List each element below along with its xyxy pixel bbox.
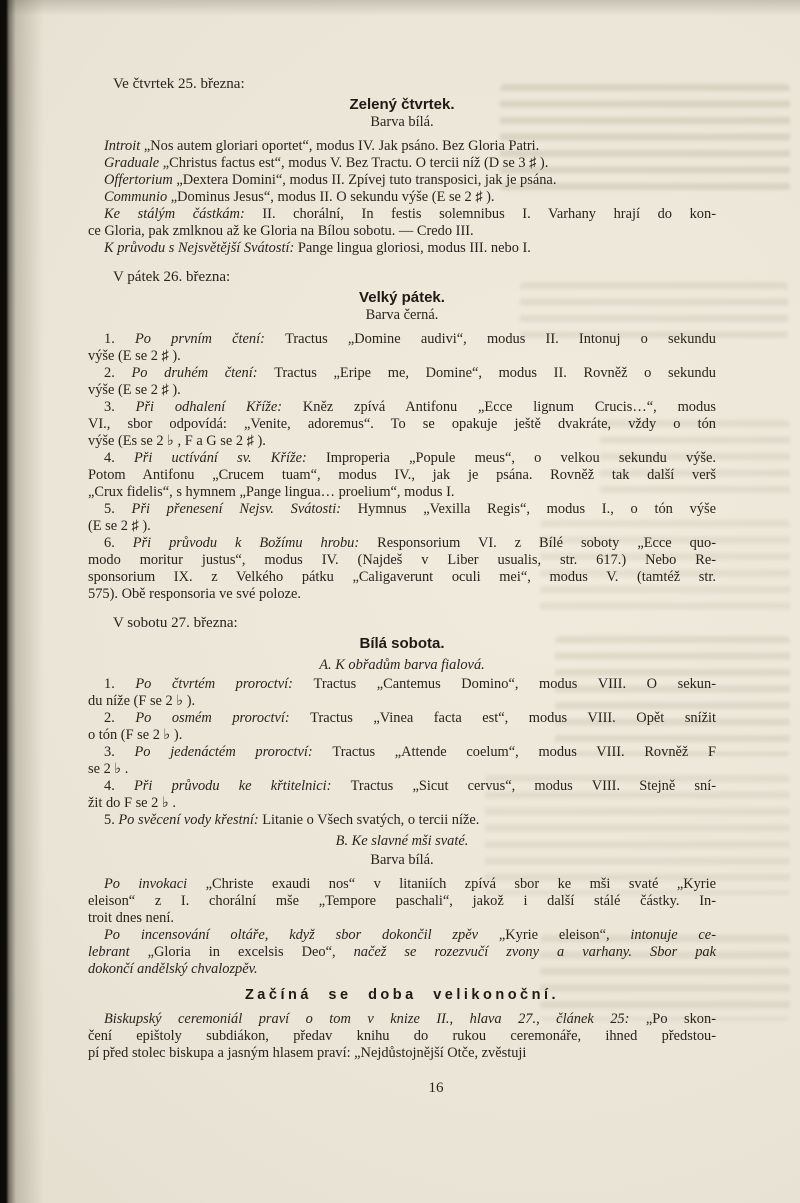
roman-text: „Po skon- [645, 1011, 716, 1027]
text-line [88, 382, 716, 399]
text-line [88, 206, 716, 223]
page-number: 16 [428, 1080, 444, 1096]
feast-heading: Bílá sobota. [359, 635, 445, 652]
italic-text: Biskupský ceremoniál praví o tom v knize II., hlava 27., článek 25: [104, 1011, 646, 1027]
text-line [88, 812, 716, 829]
text-line [88, 433, 716, 450]
rubric-subheading: B. Ke slavné mši svaté. [335, 833, 469, 849]
italic-text: Po prvním čtení: [134, 331, 286, 347]
italic-text: intonuje ce- [630, 927, 716, 943]
text-line [88, 910, 716, 927]
text-line [88, 676, 716, 693]
text-line [88, 501, 716, 518]
text-line [88, 1028, 716, 1045]
text-line [88, 552, 716, 569]
paragraph [88, 172, 716, 189]
roman-text: „Kyrie eleison“, [498, 927, 631, 943]
italic-text: lebrant [88, 944, 148, 960]
paragraph [88, 501, 716, 535]
roman-text: Tractus „Sicut cervus“, modus VIII. Stejně sní- [350, 778, 716, 794]
paragraph [88, 744, 716, 778]
text-line [88, 693, 716, 710]
season-heading: Začíná se doba velikonoční. [244, 987, 560, 1003]
roman-text: žit do F se 2 ♭ . [88, 795, 176, 811]
italic-text: Ke stálým částkám: [104, 206, 263, 222]
text-line [88, 450, 716, 467]
italic-text: K průvodu s Nejsvětější Svátostí: [104, 240, 298, 256]
roman-text: „Nos autem gloriari oportet“, modus IV. Jak psáno. Bez Gloria Patri. [143, 138, 540, 154]
italic-text: Při průvodu ke křtitelnici: [134, 778, 351, 794]
roman-text: VI., sbor odpovídá: „Venite, adoremus“. To se opakuje ještě dvakráte, vždy o tón [88, 416, 716, 432]
roman-text: 3. [104, 744, 135, 760]
roman-text: o tón (F se 2 ♭ ). [88, 727, 183, 743]
paragraph [88, 450, 716, 501]
roman-text: Improperia „Popule meus“, o velkou sekundu výše. [325, 450, 716, 466]
roman-text: sponsorium IX. z Velkého pátku „Caligaverunt oculi mei“, modus V. (tamtéž str. [88, 569, 716, 585]
text-line [88, 155, 716, 172]
text-line [88, 331, 716, 348]
text-line [88, 484, 716, 501]
text-line [88, 348, 716, 365]
color-note: Barva bílá. [370, 114, 434, 130]
text-line [88, 1011, 716, 1028]
paragraph [88, 1011, 716, 1062]
text-line [88, 518, 716, 535]
italic-text: Offertorium [104, 172, 177, 188]
feast-heading: Velký pátek. [359, 289, 445, 306]
text-line [88, 569, 716, 586]
roman-text: pí před stolec biskupa a jasným hlasem praví: „Nejdůstojnější Otče, zvěstuji [88, 1045, 527, 1061]
roman-text: 1. [104, 331, 135, 347]
paragraph [88, 138, 716, 155]
italic-text: Při odhalení Kříže: [135, 399, 303, 415]
roman-text: Potom Antifonu „Crucem tuam“, modus IV., jak je psána. Rovněž tak další verš [88, 467, 716, 483]
paragraph [88, 155, 716, 172]
italic-text: Po čtvrtém proroctví: [135, 676, 314, 692]
roman-text: „Dextera Domini“, modus II. Zpívej tuto transposici, jak je psána. [176, 172, 557, 188]
roman-text: Hymnus „Vexilla Regis“, modus I., o tón výše [357, 501, 717, 517]
roman-text: Tractus „Attende coelum“, modus VIII. Rovněž F [332, 744, 716, 760]
roman-text: 5. [104, 812, 119, 828]
roman-text: 6. [104, 535, 133, 551]
roman-text: ce Gloria, pak zmlknou až ke Gloria na Bílou sobotu. — Credo III. [88, 223, 474, 239]
rubric-subheading: A. K obřadům barva fialová. [319, 657, 485, 673]
roman-text: modo moritur justus“, modus IV. (Najdeš v Liber usualis, str. 617.) Nebo Re- [88, 552, 716, 568]
text-line [88, 223, 716, 240]
paragraph [88, 240, 716, 257]
roman-text: „Dominus Jesus“, modus II. O sekundu výše (E se 2 ♯ ). [170, 189, 495, 205]
text-line [88, 727, 716, 744]
roman-text: du níže (F se 2 ♭ ). [88, 693, 196, 709]
roman-text: „Christus factus est“, modus V. Bez Tractu. O tercii níž (D se 3 ♯ ). [162, 155, 549, 171]
text-line [88, 416, 716, 433]
roman-text: 4. [104, 450, 134, 466]
italic-text: Při přenesení Nejsv. Svátosti: [131, 501, 358, 517]
paragraph [88, 710, 716, 744]
roman-text: Tractus „Domine audivi“, modus II. Intonuj o sekundu [285, 331, 717, 347]
italic-text: dokončí andělský chvalozpěv. [88, 961, 258, 977]
feast-heading: Zelený čtvrtek. [349, 96, 455, 113]
text-line [88, 927, 716, 944]
roman-text: výše (E se 2 ♯ ). [88, 348, 181, 364]
italic-text: Po invokaci [104, 876, 206, 892]
paragraph [88, 365, 716, 399]
italic-text: Při průvodu k Božímu hrobu: [132, 535, 378, 551]
text-line [88, 1045, 716, 1062]
roman-text: 575). Obě responsoria ve své poloze. [88, 586, 301, 602]
text-line [88, 586, 716, 603]
roman-text: 5. [104, 501, 132, 517]
roman-text: 2. [104, 365, 132, 381]
text-line [88, 467, 716, 484]
text-line [88, 876, 716, 893]
text-line [88, 240, 716, 257]
roman-text: Litanie o Všech svatých, o tercii níže. [262, 812, 480, 828]
text-line [88, 365, 716, 382]
text-line [88, 744, 716, 761]
roman-text: eleison“ z I. chorální mše „Tempore paschali“, jakož i další stálé částky. In- [88, 893, 716, 909]
color-note: Barva černá. [365, 307, 439, 323]
text-line [88, 944, 716, 961]
paragraph [88, 876, 716, 927]
text-line [88, 172, 716, 189]
roman-text: (E se 2 ♯ ). [88, 518, 151, 534]
roman-text: čení epištoly subdiákon, předav knihu do rukou ceremonáře, ihned předstou- [88, 1028, 716, 1044]
italic-text: načež se rozezvučí zvony a varhany. Sbor pak [353, 944, 716, 960]
date-line: Ve čtvrtek 25. března: [113, 76, 245, 92]
roman-text: Pange lingua gloriosi, modus III. nebo I. [297, 240, 531, 256]
italic-text: Při uctívání sv. Kříže: [133, 450, 326, 466]
paragraph [88, 399, 716, 450]
roman-text: Tractus „Cantemus Domino“, modus VIII. O sekun- [313, 676, 716, 692]
italic-text: Communio [104, 189, 171, 205]
roman-text: II. chorální, In festis solemnibus I. Varhany hrají do kon- [262, 206, 716, 222]
roman-text: troit dnes není. [88, 910, 174, 926]
italic-text: Po svěcení vody křestní: [118, 812, 263, 828]
roman-text: 1. [104, 676, 136, 692]
italic-text: Po jedenáctém proroctví: [134, 744, 333, 760]
roman-text: Kněz zpívá Antifonu „Ecce lignum Crucis…“, modus [302, 399, 716, 415]
roman-text: Responsorium VI. z Bílé soboty „Ecce quo- [377, 535, 716, 551]
paragraph [88, 331, 716, 365]
paragraph [88, 189, 716, 206]
paragraph [88, 778, 716, 812]
roman-text: „Christe exaudi nos“ v litaniích zpívá sbor ke mši svaté „Kyrie [205, 876, 716, 892]
text-line [88, 189, 716, 206]
text-line [88, 710, 716, 727]
italic-text: Introit [104, 138, 144, 154]
italic-text: Po druhém čtení: [131, 365, 275, 381]
text-line [88, 778, 716, 795]
roman-text: se 2 ♭ . [88, 761, 129, 777]
italic-text: Graduale [104, 155, 163, 171]
color-note: Barva bílá. [370, 852, 434, 868]
roman-text: Tractus „Eripe me, Domine“, modus II. Rovněž o sekundu [274, 365, 716, 381]
roman-text: výše (Es se 2 ♭ , F a G se 2 ♯ ). [88, 433, 266, 449]
paragraph [88, 927, 716, 978]
text-line [88, 535, 716, 552]
text-line [88, 795, 716, 812]
italic-text: Po incensování oltáře, když sbor dokončil zpěv [104, 927, 499, 943]
paragraph [88, 812, 716, 829]
date-line: V sobotu 27. března: [113, 615, 238, 631]
text-line [88, 138, 716, 155]
roman-text: Tractus „Vinea facta est“, modus VIII. Opět snížit [310, 710, 716, 726]
text-line [88, 399, 716, 416]
text-line [88, 761, 716, 778]
text-line [88, 961, 716, 978]
paragraph [88, 535, 716, 603]
paragraph [88, 206, 716, 240]
roman-text: 4. [104, 778, 134, 794]
text-column [88, 76, 716, 1062]
paragraph [88, 676, 716, 710]
text-line [88, 893, 716, 910]
roman-text: „Gloria in excelsis Deo“, [147, 944, 354, 960]
roman-text: výše (E se 2 ♯ ). [88, 382, 181, 398]
roman-text: „Crux fidelis“, s hymnem „Pange lingua… proelium“, modus I. [88, 484, 455, 500]
roman-text: 3. [104, 399, 136, 415]
date-line: V pátek 26. března: [113, 269, 231, 285]
italic-text: Po osmém proroctví: [135, 710, 311, 726]
roman-text: 2. [104, 710, 136, 726]
